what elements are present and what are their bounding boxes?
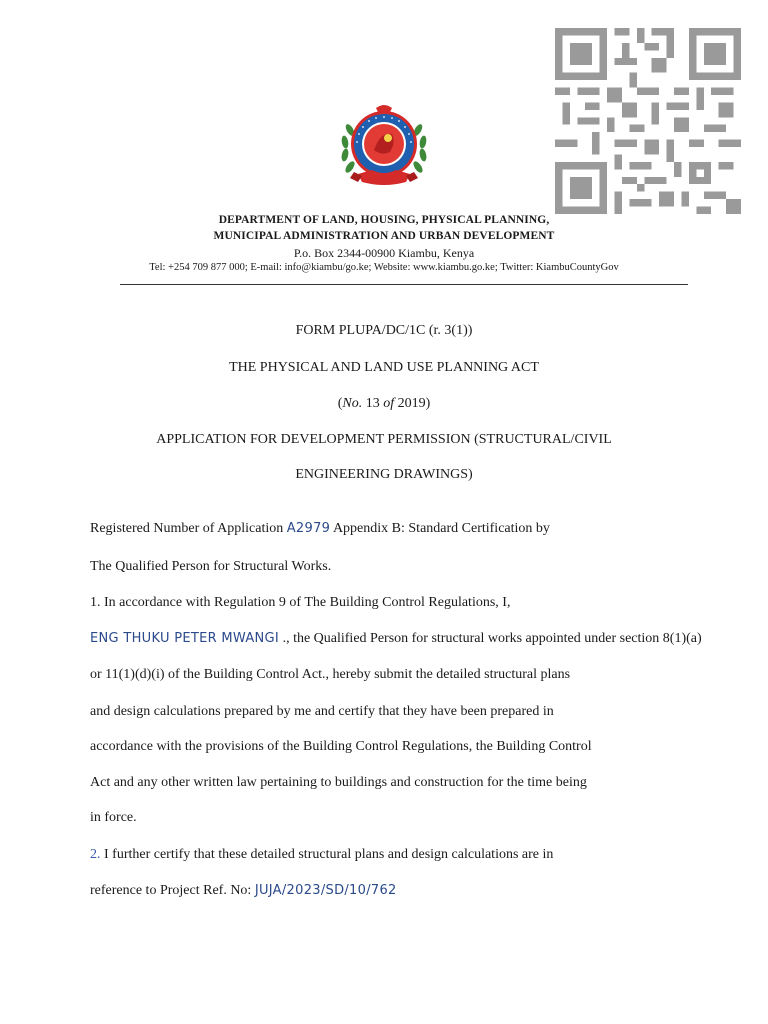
project-reference-line: reference to Project Ref. No: JUJA/2023/SD/10/762 <box>90 883 397 898</box>
paragraph-1-line7: in force. <box>90 810 137 825</box>
county-seal-icon <box>336 100 432 192</box>
form-number: FORM PLUPA/DC/1C (r. 3(1)) <box>295 323 473 338</box>
application-title-line2: ENGINEERING DRAWINGS) <box>295 467 473 482</box>
act-number: (No. 13 of 2019) <box>337 396 431 411</box>
project-ref-number: JUJA/2023/SD/10/762 <box>254 883 397 898</box>
paragraph-1-intro: 1. In accordance with Regulation 9 of The Building Control Regulations, I, <box>90 595 511 610</box>
paragraph-1-line6: Act and any other written law pertaining to buildings and construction for the time being <box>90 775 587 790</box>
paragraph-2: 2. I further certify that these detailed structural plans and design calculations are in <box>90 847 554 862</box>
engineer-name-line: ENG THUKU PETER MWANGI ., the Qualified Person for structural works appointed under section 8(1)(a) <box>90 631 702 646</box>
paragraph-1-line3: or 11(1)(d)(i) of the Building Control Act., hereby submit the detailed structural plans <box>90 667 571 682</box>
application-title-line1: APPLICATION FOR DEVELOPMENT PERMISSION (STRUCTURAL/CIVIL <box>156 432 612 447</box>
registered-number-line: Registered Number of Application A2979 Appendix B: Standard Certification by <box>90 521 550 536</box>
qualified-person-line: The Qualified Person for Structural Works. <box>90 559 332 574</box>
header-divider <box>120 284 688 285</box>
paragraph-1-line5: accordance with the provisions of the Building Control Regulations, the Building Control <box>90 739 592 754</box>
engineer-name: ENG THUKU PETER MWANGI <box>90 631 280 646</box>
contact-details: Tel: +254 709 877 000; E-mail: info@kiambu/go.ke; Website: www.kiambu.go.ke; Twitter: KiambuCountyGov <box>149 262 619 273</box>
act-title: THE PHYSICAL AND LAND USE PLANNING ACT <box>229 360 539 375</box>
application-number: A2979 <box>286 521 331 536</box>
qr-code-icon <box>555 26 741 216</box>
paragraph-1-line4: and design calculations prepared by me and certify that they have been prepared in <box>90 704 554 719</box>
postal-address: P.o. Box 2344-00900 Kiambu, Kenya <box>293 246 475 260</box>
department-heading-line1: DEPARTMENT OF LAND, HOUSING, PHYSICAL PLANNING, <box>218 214 550 226</box>
department-heading-line2: MUNICIPAL ADMINISTRATION AND URBAN DEVELOPMENT <box>213 230 555 242</box>
